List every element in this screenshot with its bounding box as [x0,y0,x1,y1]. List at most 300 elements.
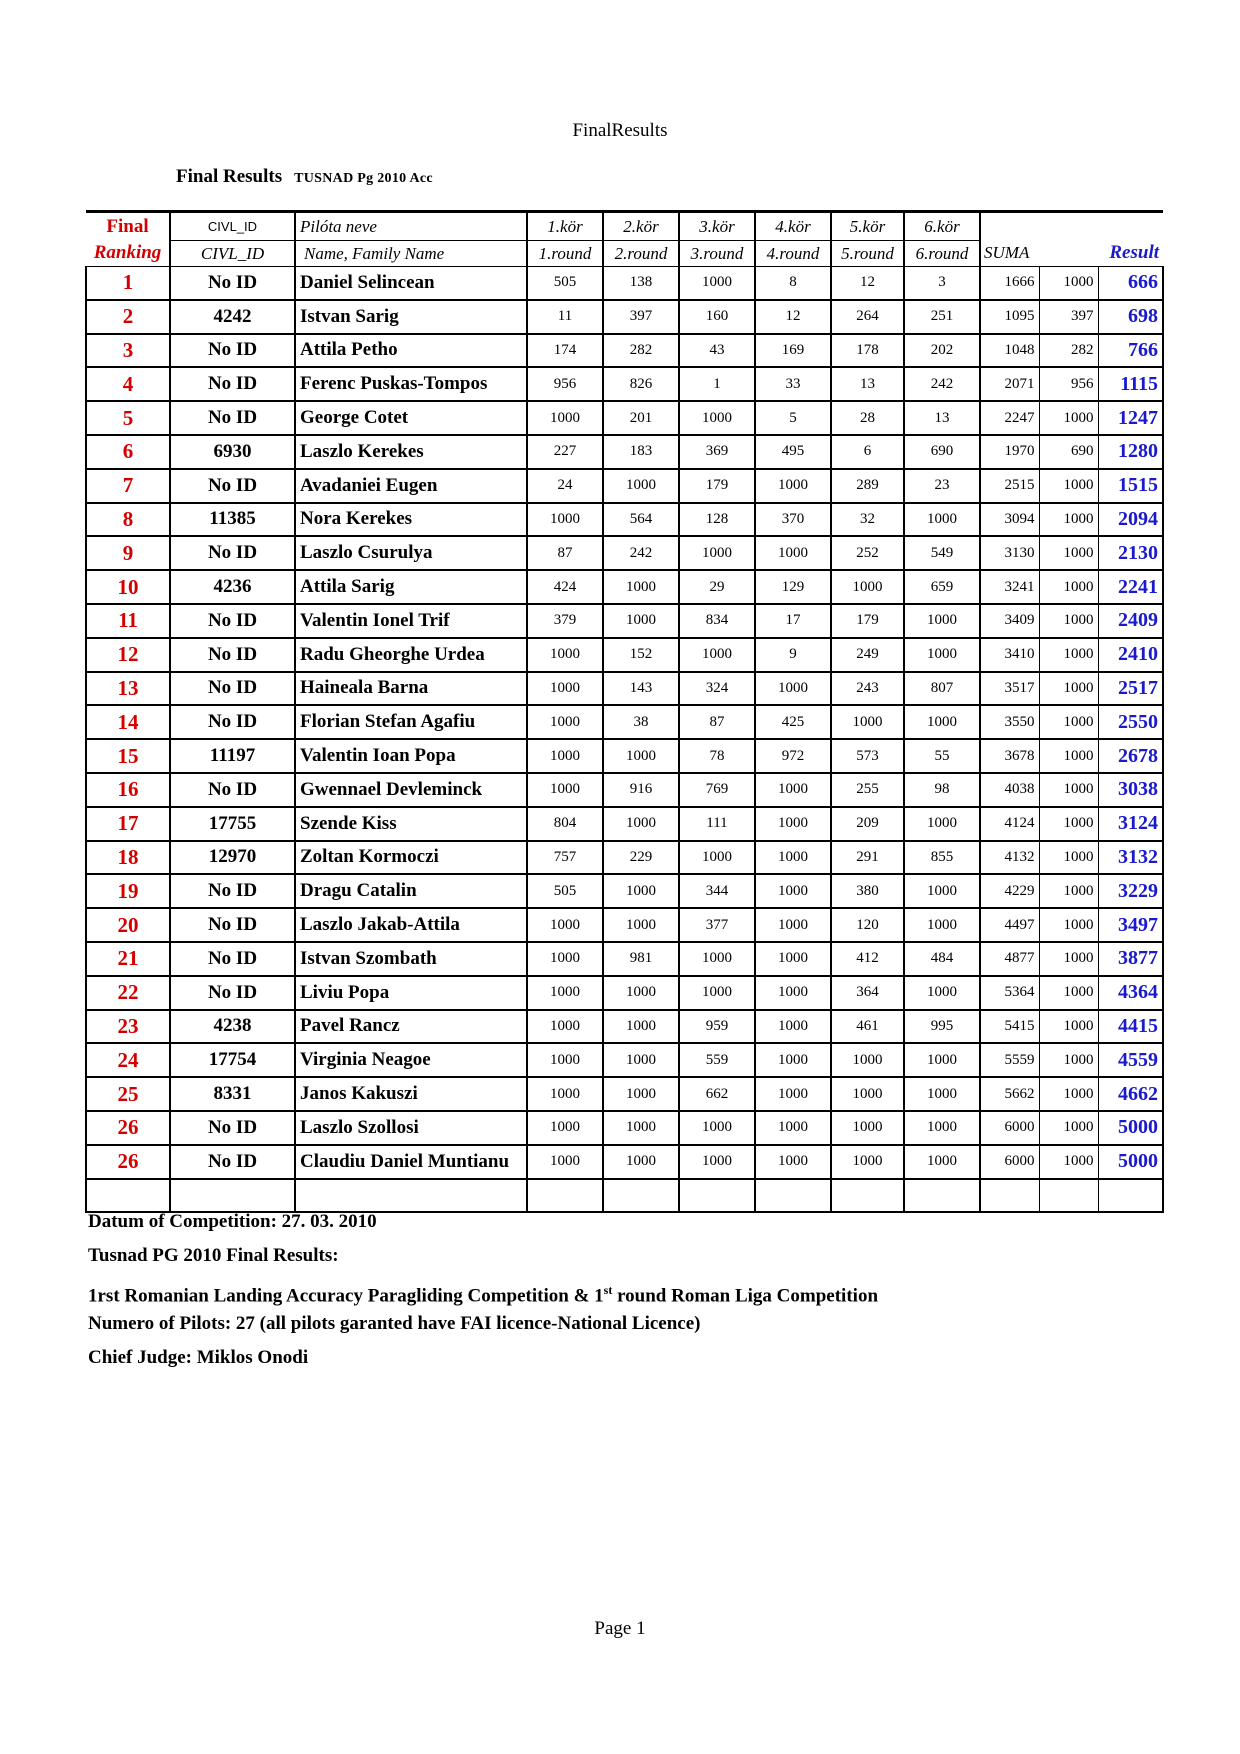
pilot-name-cell: Attila Petho [295,334,527,368]
round-2-cell: 282 [603,334,679,368]
round-1-cell: 1000 [527,773,603,807]
header-round-5: 5.round [831,241,904,267]
round-3-cell: 87 [679,705,755,739]
round-2-cell: 1000 [603,1111,679,1145]
header-round-4: 4.round [755,241,831,267]
rank-cell: 2 [86,300,170,334]
round-5-cell: 573 [831,739,904,773]
round-1-cell: 1000 [527,1010,603,1044]
pilot-name-cell: Haineala Barna [295,672,527,706]
suma-cell: 5559 [980,1043,1039,1077]
suma-cell: 6000 [980,1111,1039,1145]
round-4-cell: 1000 [755,1043,831,1077]
rank-cell: 12 [86,638,170,672]
page-number: Page 1 [594,1618,646,1639]
round-5-cell: 255 [831,773,904,807]
dropped-score-cell: 1000 [1039,672,1098,706]
suma-cell: 1970 [980,435,1039,469]
result-cell: 1115 [1098,367,1163,401]
round-6-cell: 242 [904,367,980,401]
header-round-3: 3.round [679,241,755,267]
rank-cell: 26 [86,1111,170,1145]
dropped-score-cell: 1000 [1039,1145,1098,1179]
round-5-cell: 179 [831,604,904,638]
round-6-cell: 1000 [904,503,980,537]
round-5-cell: 364 [831,976,904,1010]
dropped-score-cell: 1000 [1039,739,1098,773]
round-3-cell: 1000 [679,1145,755,1179]
table-row [86,469,1163,503]
suma-cell: 6000 [980,1145,1039,1179]
round-5-cell: 461 [831,1010,904,1044]
header-kor-2: 2.kör [603,212,679,241]
table-row [86,570,1163,604]
result-cell: 2550 [1098,705,1163,739]
rank-cell: 11 [86,604,170,638]
round-1-cell: 1000 [527,1145,603,1179]
table-row [86,942,1163,976]
pilot-name-cell: Nora Kerekes [295,503,527,537]
round-1-cell: 505 [527,267,603,300]
result-cell: 1280 [1098,435,1163,469]
result-cell: 3124 [1098,807,1163,841]
note-competition-part1: 1rst Romanian Landing Accuracy Paragliding Competition & 1 [88,1285,604,1307]
civl-id-cell: No ID [170,1111,295,1145]
suma-cell: 4038 [980,773,1039,807]
round-6-cell: 55 [904,739,980,773]
round-3-cell: 662 [679,1077,755,1111]
note-competition-part2: round Roman Liga Competition [612,1285,879,1307]
round-6-cell: 3 [904,267,980,300]
round-5-cell: 1000 [831,1043,904,1077]
round-5-cell: 13 [831,367,904,401]
round-3-cell: 1000 [679,638,755,672]
round-4-cell: 1000 [755,1010,831,1044]
suma-cell: 1095 [980,300,1039,334]
civl-id-cell: No ID [170,536,295,570]
rank-cell: 21 [86,942,170,976]
round-6-cell: 549 [904,536,980,570]
round-2-cell: 826 [603,367,679,401]
report-title [176,166,433,188]
dropped-score-cell: 1000 [1039,841,1098,875]
civl-id-cell: No ID [170,874,295,908]
civl-id-cell: No ID [170,942,295,976]
civl-id-cell: 17754 [170,1043,295,1077]
round-5-cell: 243 [831,672,904,706]
round-2-cell: 397 [603,300,679,334]
pilot-name-cell: Radu Gheorghe Urdea [295,638,527,672]
header-blank [1039,241,1098,267]
suma-cell: 3241 [980,570,1039,604]
pilot-name-cell: Avadaniei Eugen [295,469,527,503]
header-final: Final [86,212,170,241]
table-row [86,1111,1163,1145]
header-civl-id: CIVL_ID [170,212,295,241]
dropped-score-cell: 1000 [1039,773,1098,807]
round-4-cell: 12 [755,300,831,334]
round-5-cell: 380 [831,874,904,908]
table-row [86,300,1163,334]
pilot-name-cell: Valentin Ioan Popa [295,739,527,773]
result-cell: 666 [1098,267,1163,300]
pilot-name-cell: Laszlo Kerekes [295,435,527,469]
round-6-cell: 807 [904,672,980,706]
pilot-name-cell: Istvan Sarig [295,300,527,334]
result-cell: 4364 [1098,976,1163,1010]
round-6-cell: 659 [904,570,980,604]
pilot-name-cell: Pavel Rancz [295,1010,527,1044]
round-3-cell: 324 [679,672,755,706]
table-row [86,435,1163,469]
table-row [86,841,1163,875]
rank-cell: 24 [86,1043,170,1077]
round-3-cell: 1000 [679,536,755,570]
round-1-cell: 174 [527,334,603,368]
round-3-cell: 1000 [679,976,755,1010]
round-4-cell: 1000 [755,1145,831,1179]
round-3-cell: 179 [679,469,755,503]
round-3-cell: 377 [679,908,755,942]
header-kor-5: 5.kör [831,212,904,241]
rank-cell: 13 [86,672,170,706]
header-name-family-name: Name, Family Name [295,241,527,267]
table-row [86,908,1163,942]
result-cell: 4415 [1098,1010,1163,1044]
note-competition-sup: st [603,1283,613,1297]
rank-cell: 18 [86,841,170,875]
round-3-cell: 1000 [679,841,755,875]
round-4-cell: 33 [755,367,831,401]
round-4-cell: 9 [755,638,831,672]
result-cell: 1247 [1098,401,1163,435]
pilot-name-cell: Laszlo Csurulya [295,536,527,570]
round-1-cell: 1000 [527,1111,603,1145]
dropped-score-cell: 1000 [1039,1077,1098,1111]
round-3-cell: 769 [679,773,755,807]
table-row [86,705,1163,739]
rank-cell: 25 [86,1077,170,1111]
note-competition [88,1273,1188,1307]
round-2-cell: 1000 [603,1043,679,1077]
round-1-cell: 1000 [527,672,603,706]
suma-cell: 3409 [980,604,1039,638]
dropped-score-cell: 1000 [1039,638,1098,672]
round-2-cell: 1000 [603,1145,679,1179]
civl-id-cell: No ID [170,1145,295,1179]
round-3-cell: 369 [679,435,755,469]
round-3-cell: 1000 [679,1111,755,1145]
round-6-cell: 1000 [904,1077,980,1111]
round-3-cell: 1 [679,367,755,401]
round-2-cell: 1000 [603,1010,679,1044]
civl-id-cell: No ID [170,267,295,300]
note-chief-judge: Chief Judge: Miklos Onodi [88,1347,309,1368]
round-6-cell: 1000 [904,908,980,942]
result-cell: 2094 [1098,503,1163,537]
round-1-cell: 505 [527,874,603,908]
round-4-cell: 1000 [755,976,831,1010]
round-4-cell: 1000 [755,536,831,570]
round-5-cell: 249 [831,638,904,672]
round-5-cell: 1000 [831,1077,904,1111]
result-cell: 3132 [1098,841,1163,875]
rank-cell: 9 [86,536,170,570]
round-2-cell: 152 [603,638,679,672]
rank-cell: 4 [86,367,170,401]
header-round-2: 2.round [603,241,679,267]
rank-cell: 19 [86,874,170,908]
civl-id-cell: 12970 [170,841,295,875]
round-2-cell: 981 [603,942,679,976]
header-round-6: 6.round [904,241,980,267]
round-2-cell: 1000 [603,604,679,638]
pilot-name-cell: Virginia Neagoe [295,1043,527,1077]
round-2-cell: 1000 [603,874,679,908]
suma-cell: 3094 [980,503,1039,537]
round-5-cell: 1000 [831,705,904,739]
table-row [86,976,1163,1010]
round-2-cell: 1000 [603,908,679,942]
result-cell: 2409 [1098,604,1163,638]
rank-cell: 16 [86,773,170,807]
table-row [86,773,1163,807]
round-2-cell: 201 [603,401,679,435]
round-5-cell: 32 [831,503,904,537]
pilot-name-cell: Zoltan Kormoczi [295,841,527,875]
pilot-name-cell: Dragu Catalin [295,874,527,908]
round-1-cell: 1000 [527,1077,603,1111]
note-results-title: Tusnad PG 2010 Final Results: [88,1245,339,1266]
round-6-cell: 98 [904,773,980,807]
rank-cell: 7 [86,469,170,503]
round-1-cell: 379 [527,604,603,638]
round-4-cell: 5 [755,401,831,435]
round-3-cell: 29 [679,570,755,604]
result-cell: 766 [1098,334,1163,368]
round-2-cell: 242 [603,536,679,570]
round-1-cell: 1000 [527,942,603,976]
pilot-name-cell: Janos Kakuszi [295,1077,527,1111]
civl-id-cell: No ID [170,672,295,706]
round-3-cell: 559 [679,1043,755,1077]
round-2-cell: 38 [603,705,679,739]
title-main: Final Results [176,166,283,187]
pilot-name-cell: Gwennael Devleminck [295,773,527,807]
table-row [86,672,1163,706]
round-3-cell: 344 [679,874,755,908]
table-row [86,604,1163,638]
pilot-name-cell: Valentin Ionel Trif [295,604,527,638]
round-3-cell: 128 [679,503,755,537]
round-3-cell: 959 [679,1010,755,1044]
result-cell: 5000 [1098,1111,1163,1145]
suma-cell: 3678 [980,739,1039,773]
round-6-cell: 484 [904,942,980,976]
civl-id-cell: 4238 [170,1010,295,1044]
pilot-name-cell: Istvan Szombath [295,942,527,976]
civl-id-cell: No ID [170,334,295,368]
rank-cell: 3 [86,334,170,368]
rank-cell: 10 [86,570,170,604]
round-3-cell: 160 [679,300,755,334]
civl-id-cell: No ID [170,773,295,807]
civl-id-cell: No ID [170,469,295,503]
round-2-cell: 1000 [603,570,679,604]
header-blank [1098,212,1163,241]
round-3-cell: 78 [679,739,755,773]
round-2-cell: 143 [603,672,679,706]
suma-cell: 2247 [980,401,1039,435]
table-row [86,739,1163,773]
round-2-cell: 1000 [603,1077,679,1111]
dropped-score-cell: 1000 [1039,976,1098,1010]
suma-cell: 5415 [980,1010,1039,1044]
result-cell: 698 [1098,300,1163,334]
dropped-score-cell: 1000 [1039,942,1098,976]
result-cell: 2410 [1098,638,1163,672]
civl-id-cell: No ID [170,401,295,435]
header-kor-1: 1.kör [527,212,603,241]
round-3-cell: 834 [679,604,755,638]
round-6-cell: 855 [904,841,980,875]
results-body [86,267,1163,1213]
round-4-cell: 1000 [755,1077,831,1111]
round-3-cell: 1000 [679,942,755,976]
round-6-cell: 202 [904,334,980,368]
civl-id-cell: No ID [170,976,295,1010]
rank-cell: 6 [86,435,170,469]
header-round-1: 1.round [527,241,603,267]
pilot-name-cell: Attila Sarig [295,570,527,604]
suma-cell: 3517 [980,672,1039,706]
civl-id-cell: 4242 [170,300,295,334]
suma-cell: 3550 [980,705,1039,739]
suma-cell: 1048 [980,334,1039,368]
table-row [86,874,1163,908]
round-4-cell: 129 [755,570,831,604]
round-6-cell: 1000 [904,1111,980,1145]
dropped-score-cell: 1000 [1039,469,1098,503]
rank-cell: 22 [86,976,170,1010]
dropped-score-cell: 397 [1039,300,1098,334]
round-2-cell: 916 [603,773,679,807]
dropped-score-cell: 1000 [1039,1043,1098,1077]
round-2-cell: 138 [603,267,679,300]
result-cell: 5000 [1098,1145,1163,1179]
round-6-cell: 1000 [904,705,980,739]
dropped-score-cell: 282 [1039,334,1098,368]
competition-notes [88,1205,1188,1375]
round-2-cell: 1000 [603,976,679,1010]
rank-cell: 5 [86,401,170,435]
round-3-cell: 43 [679,334,755,368]
rank-cell: 1 [86,267,170,300]
rank-cell: 15 [86,739,170,773]
round-4-cell: 1000 [755,942,831,976]
round-5-cell: 120 [831,908,904,942]
results-table [85,210,1164,1213]
civl-id-cell: 6930 [170,435,295,469]
round-4-cell: 1000 [755,773,831,807]
round-5-cell: 412 [831,942,904,976]
round-4-cell: 1000 [755,874,831,908]
result-cell: 4662 [1098,1077,1163,1111]
round-1-cell: 424 [527,570,603,604]
result-cell: 3877 [1098,942,1163,976]
round-2-cell: 183 [603,435,679,469]
rank-cell: 17 [86,807,170,841]
round-5-cell: 178 [831,334,904,368]
dropped-score-cell: 1000 [1039,570,1098,604]
result-cell: 2130 [1098,536,1163,570]
round-6-cell: 1000 [904,976,980,1010]
round-4-cell: 1000 [755,908,831,942]
pilot-name-cell: Daniel Selincean [295,267,527,300]
civl-id-cell: No ID [170,367,295,401]
round-4-cell: 1000 [755,807,831,841]
round-5-cell: 209 [831,807,904,841]
title-subtitle: TUSNAD Pg 2010 Acc [294,171,433,186]
round-6-cell: 251 [904,300,980,334]
round-1-cell: 1000 [527,976,603,1010]
round-5-cell: 12 [831,267,904,300]
page-header: FinalResults [572,120,668,141]
round-6-cell: 13 [904,401,980,435]
round-5-cell: 6 [831,435,904,469]
table-row [86,367,1163,401]
pilot-name-cell: Laszlo Szollosi [295,1111,527,1145]
round-1-cell: 956 [527,367,603,401]
civl-id-cell: No ID [170,604,295,638]
suma-cell: 4497 [980,908,1039,942]
civl-id-cell: 11197 [170,739,295,773]
table-row [86,267,1163,300]
round-6-cell: 1000 [904,604,980,638]
suma-cell: 4229 [980,874,1039,908]
dropped-score-cell: 1000 [1039,1111,1098,1145]
round-4-cell: 370 [755,503,831,537]
table-row [86,1145,1163,1179]
table-row [86,1010,1163,1044]
round-4-cell: 17 [755,604,831,638]
dropped-score-cell: 1000 [1039,267,1098,300]
dropped-score-cell: 1000 [1039,604,1098,638]
dropped-score-cell: 1000 [1039,908,1098,942]
round-4-cell: 169 [755,334,831,368]
suma-cell: 3410 [980,638,1039,672]
round-1-cell: 11 [527,300,603,334]
pilot-name-cell: Ferenc Puskas-Tompos [295,367,527,401]
round-5-cell: 252 [831,536,904,570]
round-5-cell: 1000 [831,570,904,604]
note-pilots: Numero of Pilots: 27 (all pilots garanted have FAI licence-National Licence) [88,1313,701,1334]
note-date: Datum of Competition: 27. 03. 2010 [88,1211,377,1232]
suma-cell: 2515 [980,469,1039,503]
round-1-cell: 1000 [527,908,603,942]
civl-id-cell: 4236 [170,570,295,604]
round-5-cell: 1000 [831,1111,904,1145]
round-4-cell: 1000 [755,672,831,706]
suma-cell: 3130 [980,536,1039,570]
round-3-cell: 1000 [679,267,755,300]
rank-cell: 14 [86,705,170,739]
round-2-cell: 1000 [603,469,679,503]
round-1-cell: 1000 [527,1043,603,1077]
civl-id-cell: 11385 [170,503,295,537]
table-row [86,503,1163,537]
round-1-cell: 1000 [527,705,603,739]
